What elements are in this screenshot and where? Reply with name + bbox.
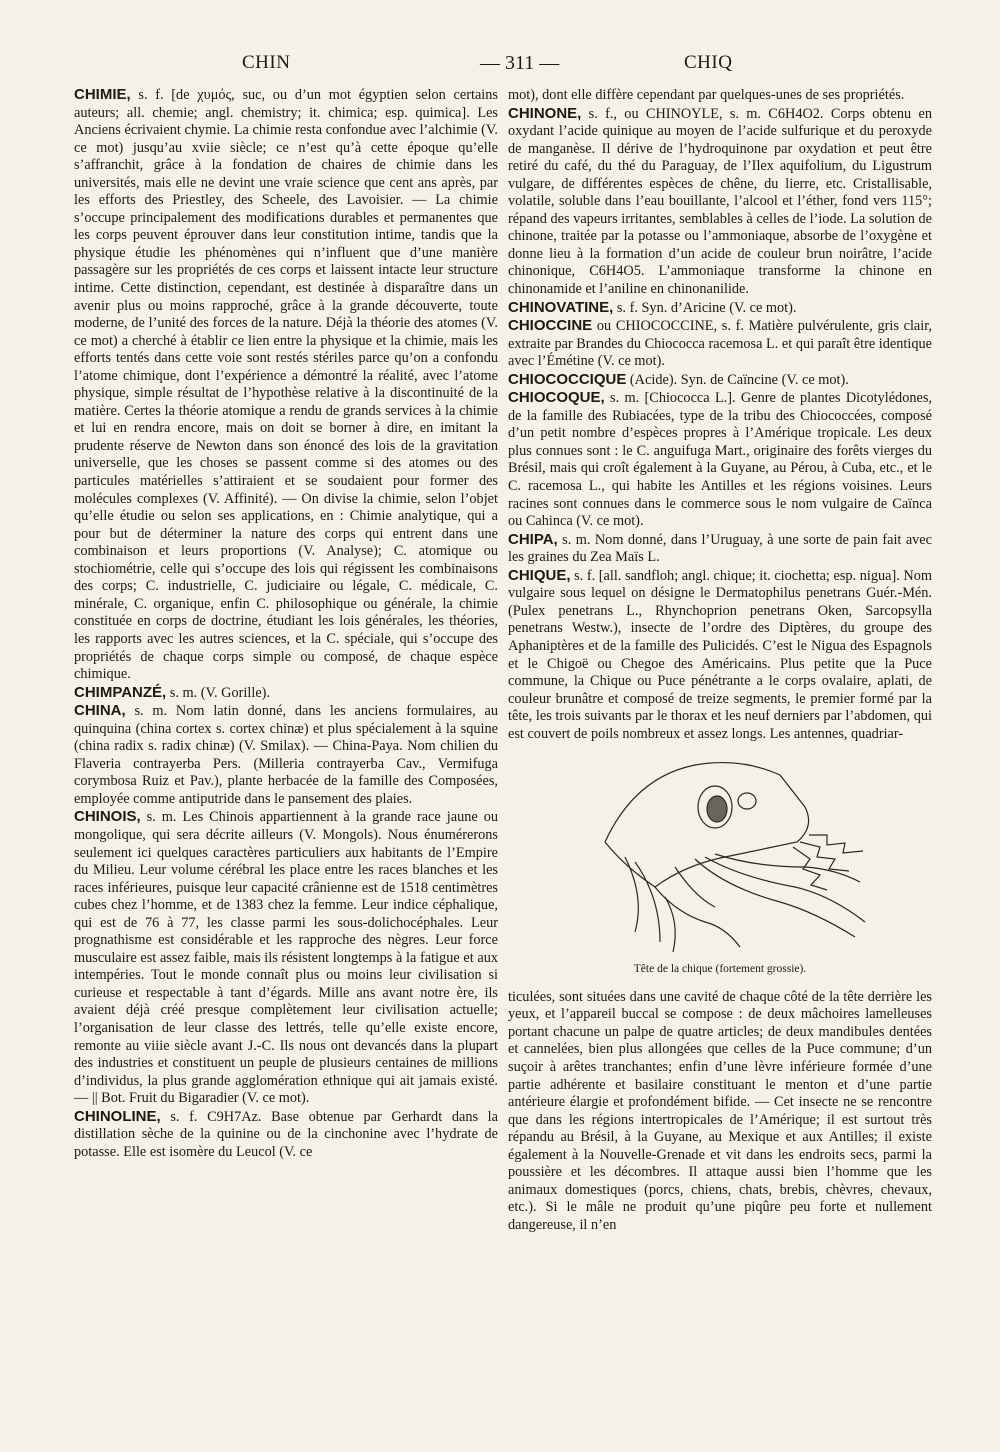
chigoe-head-figure bbox=[508, 747, 932, 979]
header-left-guide-word: CHIN bbox=[242, 52, 291, 73]
running-header bbox=[62, 52, 940, 82]
entry-headword: CHIOCCINE bbox=[508, 317, 593, 335]
page-number: — 311 — bbox=[480, 52, 560, 74]
entry-headword: CHIPA, bbox=[508, 530, 558, 548]
chigoe-head-illustration bbox=[565, 747, 875, 957]
right-column bbox=[508, 86, 932, 1234]
entry-text: s. f. [all. sandfloh; angl. chique; it. ciochetta; esp. nigua]. Nom vulgaire sous lequel on désigne le Dermatophilus penetrans Guér.-Mén. (Pulex penetrans L., Rhynchoprion penetrans Oken, Sarcopsylla penetrans Westw.), insecte de l’ordre des Diptères, du groupe des Aphaniptères et de la famille des Pulicidés. C’est le Nigua des Espagnols et le Chigoë ou Chegoe des Américains. Plus petite que la Puce commune, la Chique ou Puce pénétrante a le corps ovalaire, aplati, de couleur brunâtre et composé de treize segments, le premier formé par la tête, les trois suivants par le thorax et les neuf derniers par l’abdomen, qui est couvert de poils nombreux et assez longs. Les antennes, quadriar- bbox=[508, 567, 932, 742]
entry-headword: CHINOIS, bbox=[74, 808, 141, 826]
entry-china bbox=[74, 702, 498, 808]
entry-text: s. f., ou CHINOYLE, s. m. C6H4O2. Corps obtenu en oxydant l’acide quinique au moyen de l’acide sulfurique et du peroxyde de manganèse. Il dérive de l’hydroquinone par oxydation et peut être retiré du café, du thé du Paraguay, de l’Ilex aquifolium, du Ligustrum vulgare, de différentes espèces de chêne, du lierre, etc. Cristallisable, volatile, soluble dans l’eau bouillante, l’alcool et l’éther, fond vers 115°; répand des vapeurs irritantes, semblables à celles de l’iode. La solution de chinone, traitée par la potasse ou l’ammoniaque, absorbe de l’oxygène et donne lieu à la formation d’un acide de couleur brun noirâtre, l’acide chinonique, C6H4O5. L’ammoniaque transforme la chinone en chinonamide et l’aniline en chinonanilide. bbox=[508, 105, 932, 298]
entry-chimie bbox=[74, 86, 498, 684]
entry-chioccine bbox=[508, 317, 932, 371]
entry-text: s. m. Nom donné, dans l’Uruguay, à une sorte de pain fait avec les graines du Zea Maïs L. bbox=[508, 531, 932, 566]
entry-chique bbox=[508, 567, 932, 743]
entry-headword: CHIQUE, bbox=[508, 566, 571, 584]
entry-chiococcique bbox=[508, 371, 932, 390]
entry-headword: CHIOCOCCIQUE bbox=[508, 370, 627, 388]
entry-chinoline bbox=[74, 1108, 498, 1162]
entry-headword: CHINOLINE, bbox=[74, 1107, 161, 1125]
entry-text: mot), dont elle diffère cependant par quelques-unes de ses propriétés. bbox=[508, 87, 905, 103]
entry-chinone bbox=[508, 105, 932, 299]
entry-text: s. f. Syn. d’Aricine (V. ce mot). bbox=[613, 299, 797, 316]
left-column bbox=[74, 86, 498, 1161]
entry-text: s. f. C9H7Az. Base obtenue par Gerhardt dans la distillation sèche de la quinine ou de la cinchonine avec l’hydrate de potasse. Elle est isomère du Leucol (V. ce bbox=[74, 1108, 498, 1160]
entry-headword: CHINOVATINE, bbox=[508, 298, 614, 316]
entry-headword: CHIMIE, bbox=[74, 86, 131, 103]
entry-chiocoque bbox=[508, 389, 932, 530]
entry-headword: CHINA, bbox=[74, 702, 126, 720]
entry-headword: CHIOCOQUE, bbox=[508, 389, 605, 407]
entry-text: ou CHIOCOCCINE, s. f. Matière pulvérulente, gris clair, extraite par Brandes du Chiococca racemosa L. et qui paraît être identique avec l’Émétine (V. ce mot). bbox=[508, 318, 932, 370]
entry-chimpanze bbox=[74, 684, 498, 703]
entry-headword: CHINONE, bbox=[508, 104, 582, 122]
entry-chinois bbox=[74, 808, 498, 1107]
entry-text: s. m. (V. Gorille). bbox=[166, 684, 271, 701]
entry-continuation bbox=[508, 86, 932, 105]
header-right-guide-word: CHIQ bbox=[684, 52, 733, 73]
figure-caption: Tête de la chique (fortement grossie). bbox=[633, 963, 807, 976]
entry-chinovatine bbox=[508, 299, 932, 318]
entry-text: s. f. [de χυμός, suc, ou d’un mot égyptien selon certains auteurs; all. chemie; angl. chemistry; it. chimica; esp. quimica]. Les Anciens écrivaient chymie. La chimie resta confondue avec l’alchimie (V. ce mot) jusqu’au xviie siècle; ce n’est qu’à cette époque qu’elle s’affranchit, grâce à la fondation de chaires de chimie dans les universités, mais elle ne devint une vraie science que cent ans après, par les efforts des Priestley, des Scheele, des Lavoisier. — La chimie s’occupe principalement des modifications durables et permanentes que les corps peuvent éprouver dans leur constitution intime, tandis que la physique étudie les phénomènes qui n’influent que d’une manière passagère sur les propriétés de ces corps et laissent intacte leur structure intime. Cette distinction, cependant, est destinée à disparaître dans un avenir plus ou moins rapproché, grâce à la grande découverte, toute moderne, de l’unité des forces de la nature. Déjà la théorie des atomes (V. ce mot) a cherché à établir ce lien entre la physique et la chimie, mais les efforts tentés dans cette voie sont restés stériles parce qu’on a confondu l’atome chimique, dont l’expérience a démontré la réalité, avec l’atome physique, simple résultat de l’hypothèse relative à la discontinuité de la matière. Certes la théorie atomique a rendu de grands services à la chimie et lui en rendra encore, mais on doit se borner à dire, en imitant la prudente réserve de Newton dans son énoncé des lois de la gravitation universelle, que les choses se passent comme si des atomes ou des particules matérielles s’attiraient et se soudaient pour former des molécules complexes (V. Affinité). — On divise la chimie, selon l’objet qu’elle étudie ou selon ses applications, en : Chimie analytique, qui a pour but de déterminer la nature des corps qui entrent dans une combinaison et leurs proportions (V. Analyse); C. atomique ou stochiométrie, celle qui s’occupe des lois qui régissent les combinaisons des corps; C. industrielle, C. judiciaire ou légale, C. médicale, C. minérale, C. organique, enfin C. philosophique ou générale, la chimie constituée en corps de doctrine, étudiant les lois générales, les théories, les rapports avec les autres sciences, et la C. spéciale, qui s’occupe des propriétés de chaque corps simple ou composé, de chaque espèce chimique. bbox=[74, 87, 498, 683]
entry-chique-continued: ticulées, sont situées dans une cavité de chaque côté de la tête derrière les yeux, et l’appareil buccal se compose : de deux mâchoires lamelleuses portant chacune un palpe de quatre articles; de deux mandibules dentées et cannelées, bien plus allongées que celles de la Puce commune; d’un suçoir à arêtes tranchantes; enfin d’une lèvre inférieure formée d’une partie adhérente et basilaire constituant le menton et d’une partie antérieure élargie et profondément bifide. — Cet insecte ne se rencontre que dans les régions intertropicales de l’Amérique; il est surtout très répandu au Brésil, à la Guyane, au Mexique et aux Antilles; il existe également à la Nouvelle-Grenade et vit dans les endroits secs, parmi la poussière et les décombres. Il attaque aussi bien l’homme que les animaux domestiques (porcs, chiens, chats, brebis, chèvres, chevaux, etc.). Si le mâle ne produit qu’une piqûre peu forte et nullement dangereuse, il n’en bbox=[508, 988, 932, 1233]
entry-text: s. m. [Chiococca L.]. Genre de plantes Dicotylédones, de la famille des Rubiacées, type de la tribu des Chiococcées, composé d’un petit nombre d’espèces propres à l’Amérique tropicale. Les deux plus connues sont : le C. anguifuga Mart., originaire des forêts vierges du Brésil, mais qui croît également à la Guyane, au Pérou, à Cuba, etc., et le C. racemosa L., qui habite les Antilles et les régions voisines. Leurs racines sont connues dans le commerce sous le nom vulgaire de Caïnca ou Cahinca (V. ce mot). bbox=[508, 390, 932, 530]
entry-chipa bbox=[508, 531, 932, 567]
entry-text: s. m. Nom latin donné, dans les anciens formulaires, au quinquina (china cortex s. cortex chinæ) et plus spécialement à la squine (china radix s. radix chinæ) (V. Smilax). — China-Paya. Nom chilien du Flaveria contrayerba Pers. (Milleria contrayerba Cav., Vermifuga corymbosa Ruiz et Pav.), plante herbacée de la famille des Composées, employée comme antiputride dans le pansement des plaies. bbox=[74, 703, 498, 807]
entry-text: s. m. Les Chinois appartiennent à la grande race jaune ou mongolique, qui sera décrite ailleurs (V. Mongols). Nous énumérerons seulement ici quelques caractères particuliers aux habitants de l’Empire du Milieu. Leur volume cérébral les place entre les races blanches et les races inférieures, puisque leur capacité crânienne est de 1518 centimètres cubes chez l’homme, et de 1383 chez la femme. Leur indice céphalique, qui est de 76 à 77, les classe parmi les sous-dolichocéphales. Leur prognathisme est considérable et les rapproche des nègres. Leur force musculaire est assez faible, mais ils résistent longtemps à la fatigue et aux intempéries. Tout le monde connaît plus ou moins leur civilisation si curieuse et respectable à tant d’égards. Mille ans avant notre ère, ils avaient déjà créé presque complètement leur civilisation actuelle; l’organisation de leur classe des lettrés, telle qu’elle existe encore, remonte au viiie siècle avant J.-C. Ils nous ont devancés dans la plupart des industries et constituent un peuple de plusieurs centaines de millions d’individus, la plus grande agglomération ethnique qui ait jamais existé. — || Bot. Fruit du Bigaradier (V. ce mot). bbox=[74, 809, 498, 1107]
entry-text: (Acide). Syn. de Caïncine (V. ce mot). bbox=[626, 371, 849, 388]
entry-headword: CHIMPANZÉ, bbox=[74, 683, 167, 701]
